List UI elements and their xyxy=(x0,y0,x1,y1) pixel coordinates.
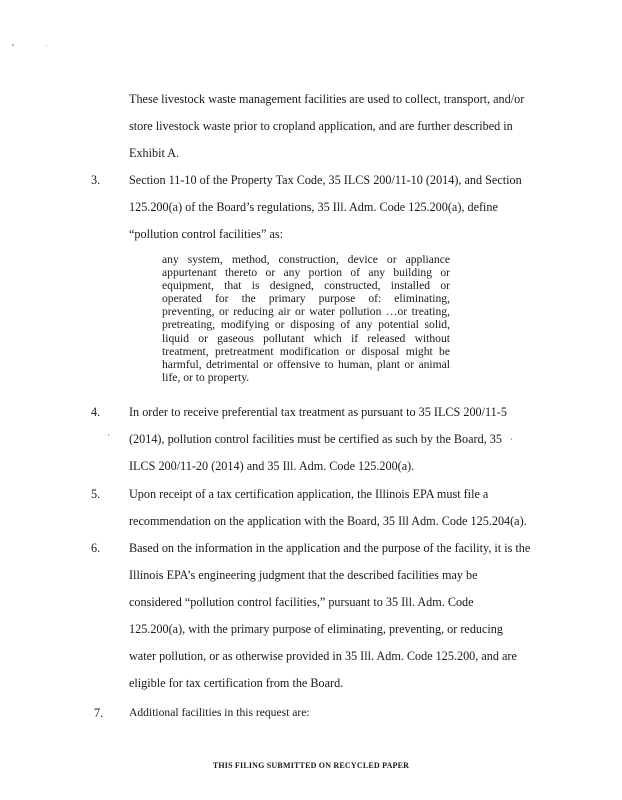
text-line: Based on the information in the application and the purpose of the facility, it is the xyxy=(129,541,531,555)
text-line: Additional facilities in this request are: xyxy=(129,706,310,719)
quote-line: liquid or gaseous pollutant which if released without xyxy=(162,331,450,345)
quote-line: appurtenant thereto or any portion of any building or xyxy=(162,266,450,280)
text-line: considered “pollution control facilities,” pursuant to 35 Ill. Adm. Code xyxy=(129,595,474,609)
scan-speck xyxy=(108,434,109,436)
text-line: recommendation on the application with the Board, 35 Ill Adm. Code 125.204(a). xyxy=(129,514,527,528)
text-line: Upon receipt of a tax certification application, the Illinois EPA must file a xyxy=(129,487,489,501)
paragraph-number: 7. xyxy=(94,706,104,720)
quote-line: equipment, that is designed, constructed, installed or xyxy=(162,279,450,293)
text-line: 125.200(a) of the Board’s regulations, 35 Ill. Adm. Code 125.200(a), define xyxy=(129,200,498,214)
text-line: 125.200(a), with the primary purpose of eliminating, preventing, or reducing xyxy=(129,622,503,636)
quote-line: harmful, detrimental or offensive to human, plant or animal xyxy=(162,357,450,371)
text-line: ILCS 200/11-20 (2014) and 35 Ill. Adm. Code 125.200(a). xyxy=(129,459,415,473)
text-line: “pollution control facilities” as: xyxy=(129,227,283,241)
paragraph-number: 5. xyxy=(91,487,101,501)
text-line: Exhibit A. xyxy=(129,146,180,160)
quote-line: treatment, pretreatment modification or disposal might be xyxy=(162,344,450,358)
paragraph-number: 6. xyxy=(91,541,101,555)
quote-line: preventing, or reducing air or water pollution …or treating, xyxy=(162,305,450,319)
text-line: Section 11-10 of the Property Tax Code, 35 ILCS 200/11-10 (2014), and Section xyxy=(129,173,522,187)
text-line: eligible for tax certification from the Board. xyxy=(129,676,344,690)
footer-notice: THIS FILING SUBMITTED ON RECYCLED PAPER xyxy=(212,761,410,770)
text-line: In order to receive preferential tax treatment as pursuant to 35 ILCS 200/11-5 xyxy=(129,405,507,419)
text-line: water pollution, or as otherwise provided in 35 Ill. Adm. Code 125.200, and are xyxy=(129,649,517,663)
paragraph-number: 4. xyxy=(91,405,101,419)
text-line: These livestock waste management facilities are used to collect, transport, and/or xyxy=(129,92,525,106)
quote-line: operated for the primary purpose of: eliminating, xyxy=(162,292,450,306)
quote-line: any system, method, construction, device or appliance xyxy=(162,253,450,266)
paragraph-number: 3. xyxy=(91,173,101,187)
scan-speck xyxy=(511,438,512,440)
quote-line: pretreating, modifying or disposing of any potential solid, xyxy=(162,318,450,332)
block-quote xyxy=(162,253,450,384)
quote-line: life, or to property. xyxy=(162,370,250,384)
scan-speck xyxy=(12,44,14,46)
text-line: store livestock waste prior to cropland application, and are further described in xyxy=(129,119,513,133)
text-line: Illinois EPA’s engineering judgment that the described facilities may be xyxy=(129,568,478,582)
text-line: (2014), pollution control facilities must be certified as such by the Board, 35 xyxy=(129,432,502,446)
scan-speck xyxy=(46,45,47,46)
